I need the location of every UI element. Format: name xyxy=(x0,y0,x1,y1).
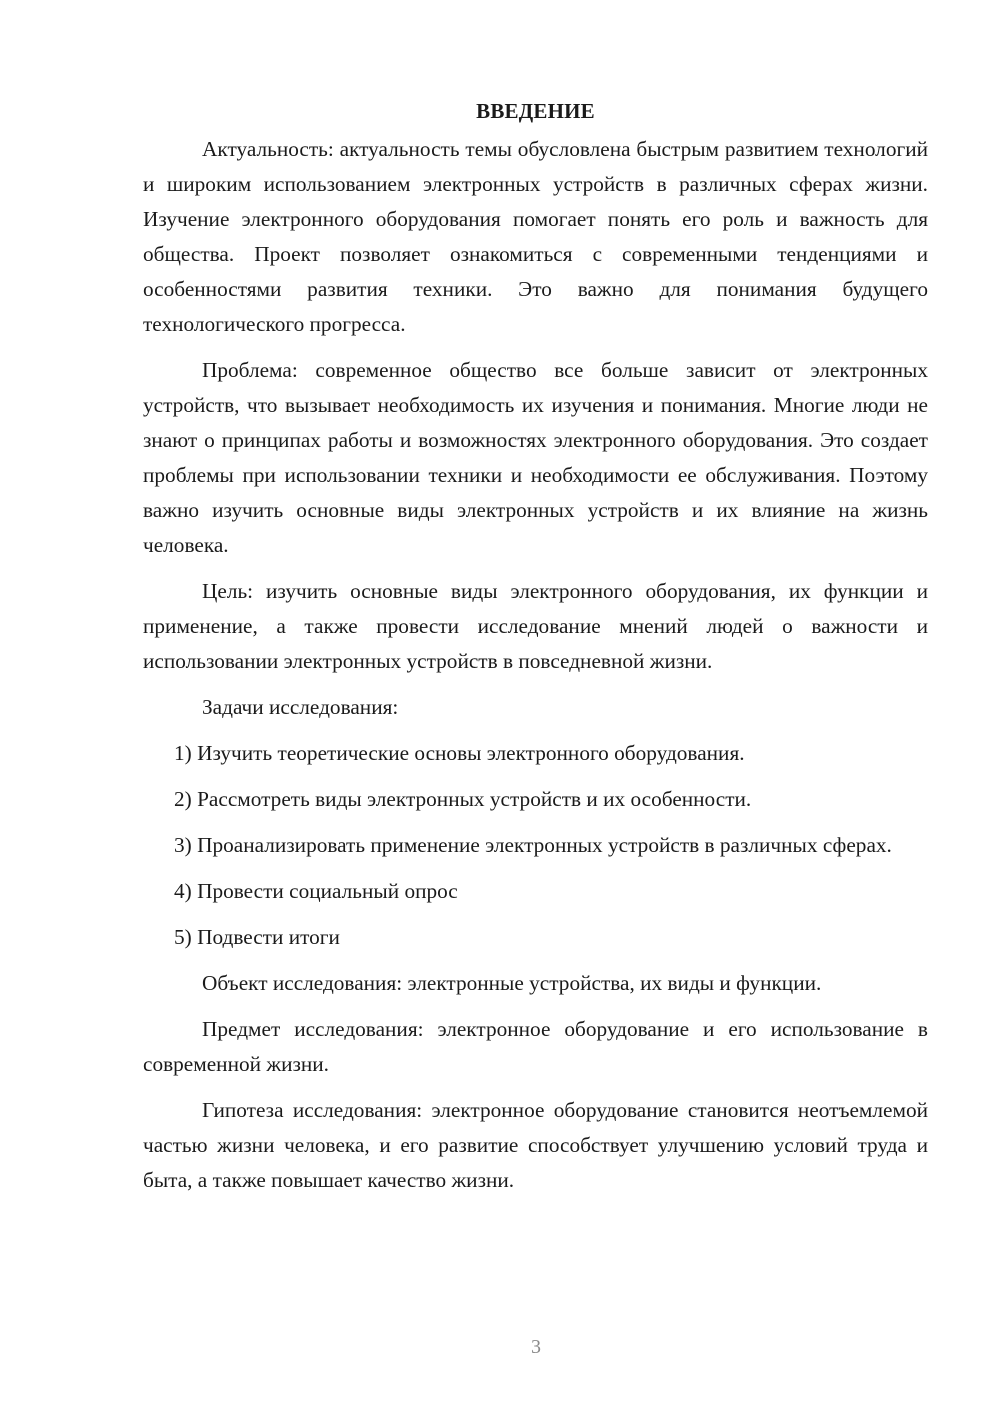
tasks-heading: Задачи исследования: xyxy=(202,695,399,719)
page-content xyxy=(143,96,928,1209)
task-item-1: 1) Изучить теоретические основы электронного оборудования. xyxy=(174,741,745,765)
page-number: 3 xyxy=(531,1336,541,1358)
relevance-paragraph: Актуальность: актуальность темы обусловлена быстрым развитием технологий и широким использованием электронных устройств в различных сферах жизни. Изучение электронного оборудования помогает понять его роль и важность для общества. Проект позволяет ознакомиться с современными тенденциями и особенностями развития техники. Это важно для понимания будущего технологического прогресса. xyxy=(143,137,928,336)
object-paragraph: Объект исследования: электронные устройства, их виды и функции. xyxy=(202,971,822,995)
subject-paragraph: Предмет исследования: электронное оборудование и его использование в современной жизни. xyxy=(143,1017,928,1076)
goal-paragraph: Цель: изучить основные виды электронного оборудования, их функции и применение, а также провести исследование мнений людей о важности и использовании электронных устройств в повседневной жизни. xyxy=(143,579,928,673)
problem-paragraph: Проблема: современное общество все больше зависит от электронных устройств, что вызывает необходимость их изучения и понимания. Многие люди не знают о принципах работы и возможностях электронного оборудования. Это создает проблемы при использовании техники и необходимости ее обслуживания. Поэтому важно изучить основные виды электронных устройств и их влияние на жизнь человека. xyxy=(143,358,928,557)
task-item-4: 4) Провести социальный опрос xyxy=(174,879,458,903)
task-item-3: 3) Проанализировать применение электронных устройств в различных сферах. xyxy=(174,833,892,857)
hypothesis-paragraph: Гипотеза исследования: электронное оборудование становится неотъемлемой частью жизни человека, и его развитие способствует улучшению условий труда и быта, а также повышает качество жизни. xyxy=(143,1098,928,1192)
task-item-5: 5) Подвести итоги xyxy=(174,925,340,949)
task-item-2: 2) Рассмотреть виды электронных устройств и их особенности. xyxy=(174,787,752,811)
page-title: ВВЕДЕНИЕ xyxy=(476,99,595,123)
